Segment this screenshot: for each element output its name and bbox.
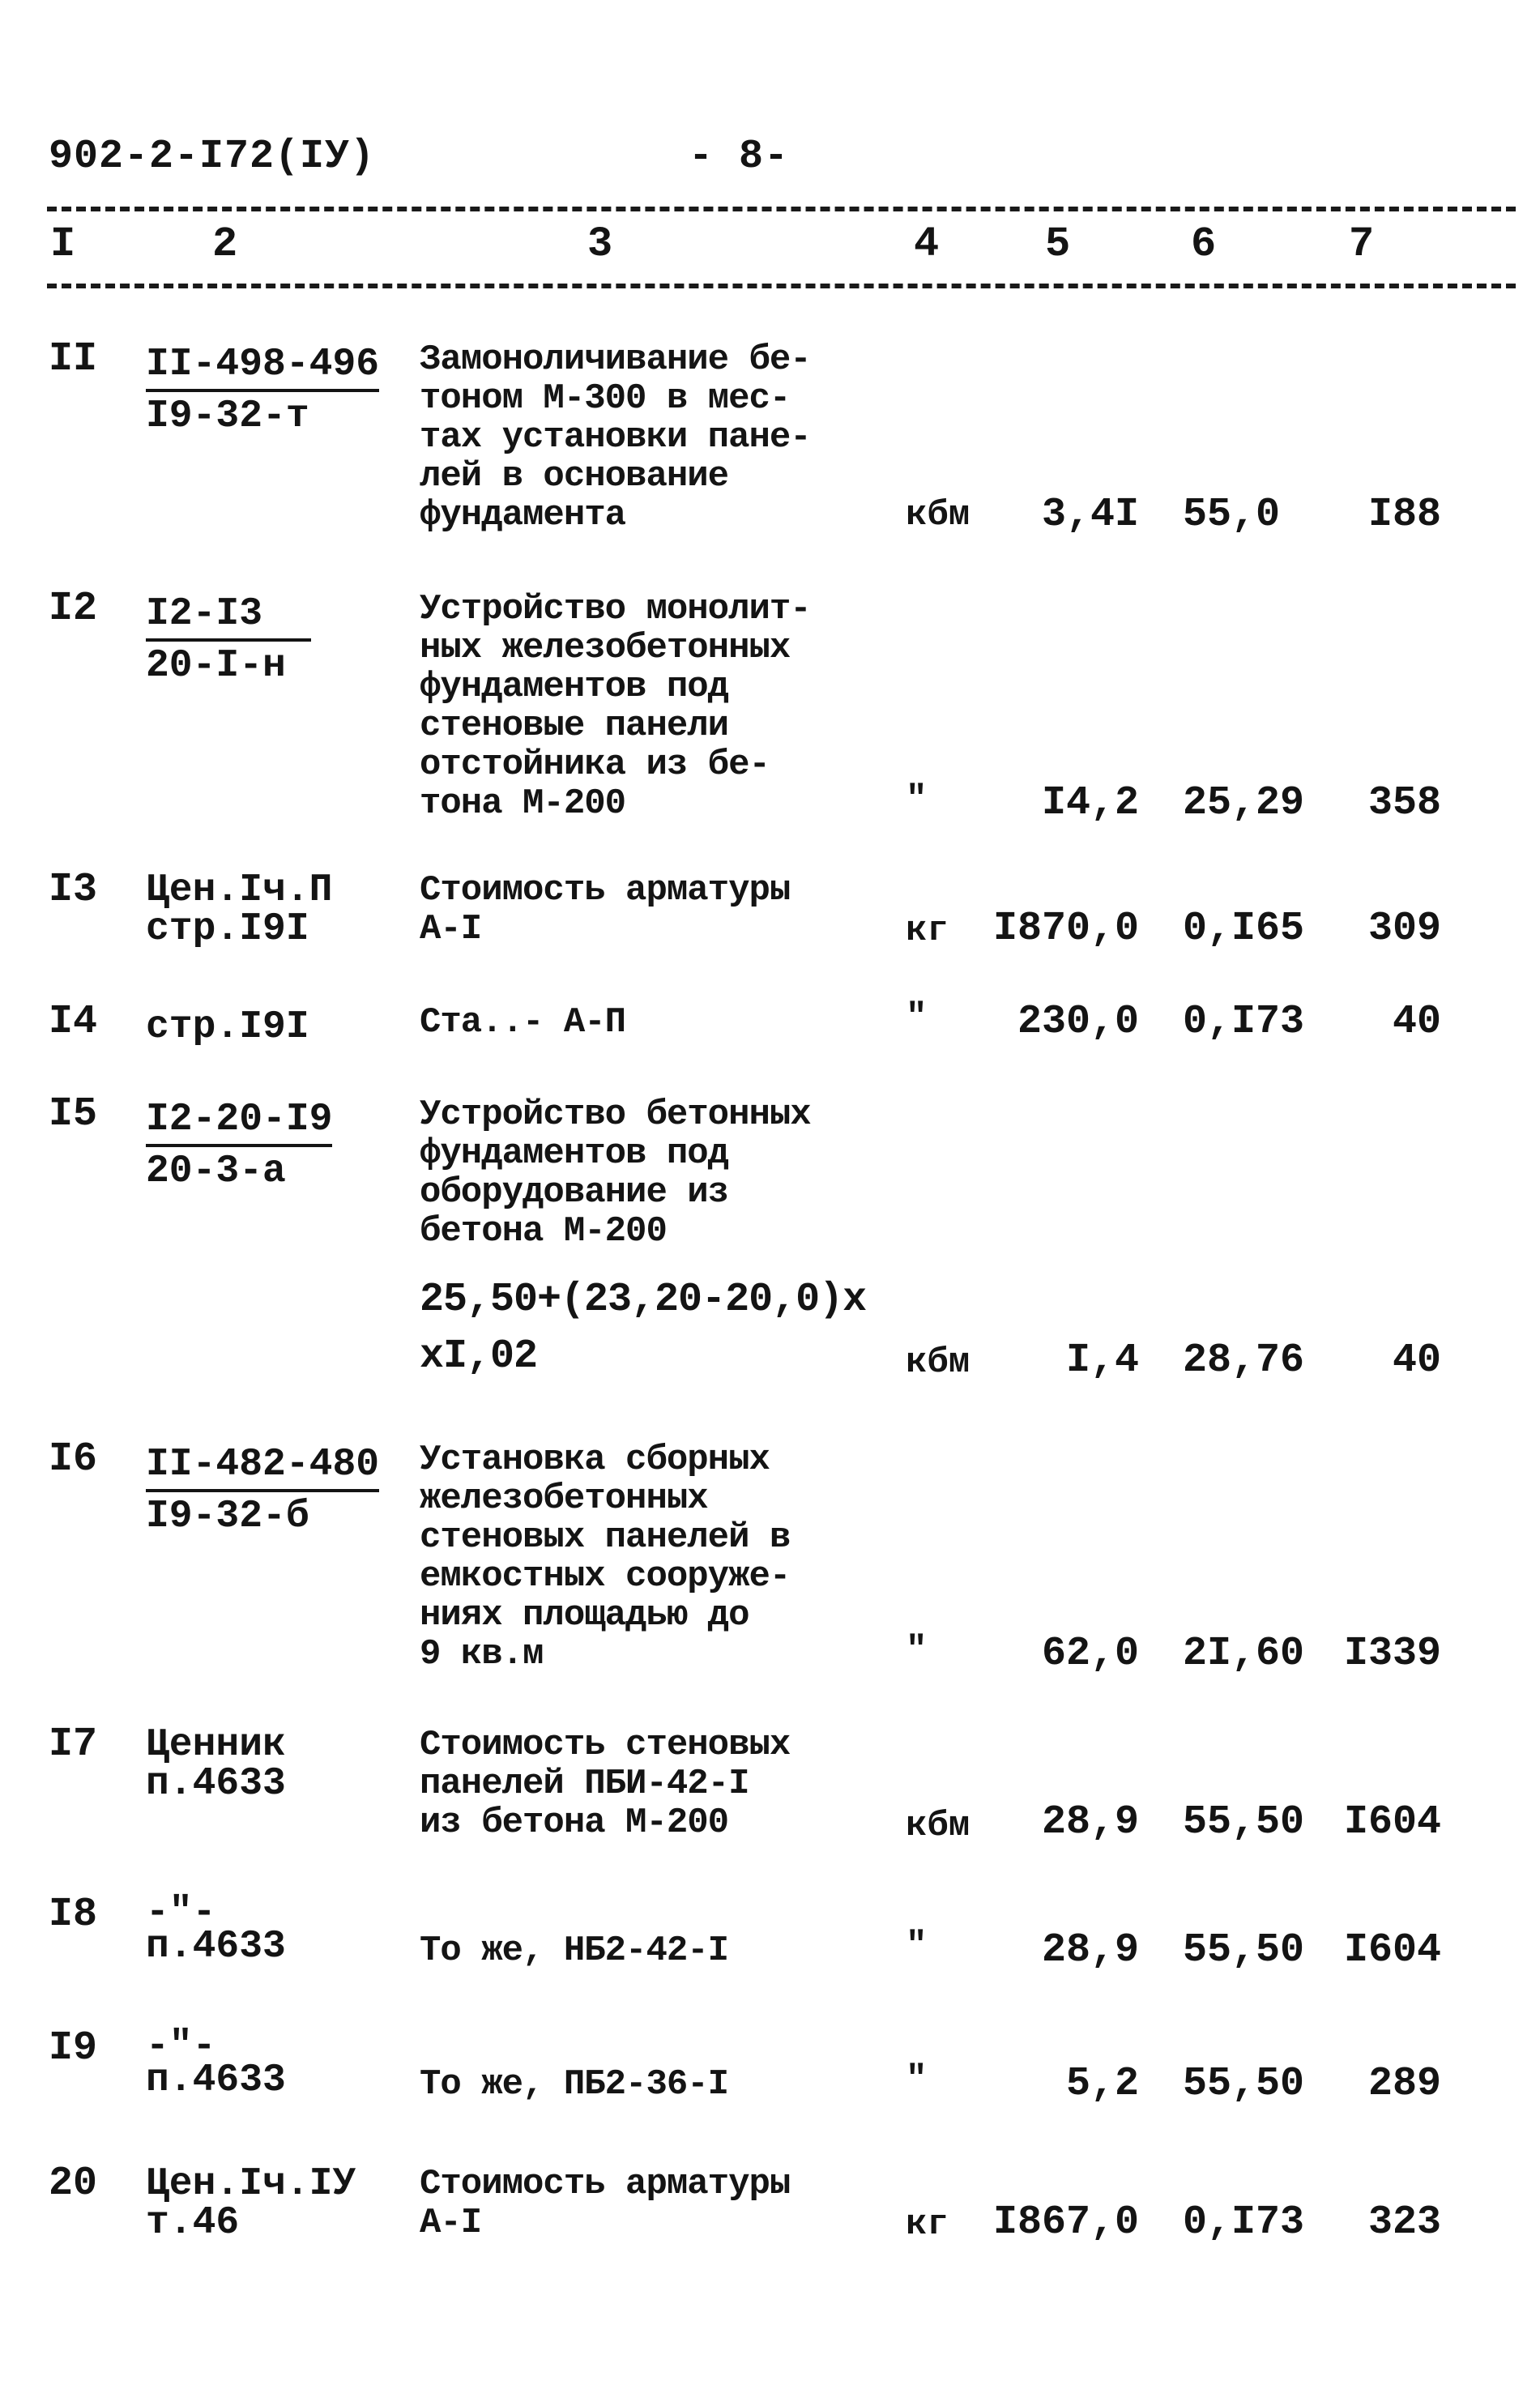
- code-primary: Цен.Iч.П: [146, 868, 333, 912]
- row-total: I604: [1343, 1927, 1441, 1973]
- row-code: [146, 1891, 389, 1969]
- row-number: 20: [49, 2161, 98, 2207]
- row-unit: кг: [906, 911, 949, 951]
- row-total: 358: [1367, 780, 1441, 826]
- code-primary: I2-I3: [146, 590, 311, 642]
- row-total: 289: [1367, 2061, 1441, 2107]
- row-formula-line-2: хI,02: [420, 1333, 538, 1380]
- row-number: I3: [49, 867, 98, 913]
- row-formula-line-1: 25,50+(23,20-20,0)х: [420, 1277, 867, 1323]
- row-number: I7: [49, 1722, 98, 1768]
- code-secondary: стр.I9I: [146, 907, 309, 951]
- row-quantity: I,4: [1065, 1338, 1139, 1384]
- column-header-4: 4: [914, 220, 940, 268]
- row-code: [146, 1003, 389, 1052]
- code-secondary: п.4633: [146, 2059, 286, 2102]
- row-quantity: I4,2: [1041, 780, 1139, 826]
- row-unit: кбм: [906, 1342, 970, 1383]
- row-description: Замоноличивание бе- тоном М-300 в мес- тах установки пане- лей в основание фундамента: [420, 339, 811, 535]
- row-code: [146, 2162, 389, 2245]
- code-primary: II-498-496: [146, 340, 379, 392]
- column-header-2: 2: [212, 220, 238, 268]
- column-header-5: 5: [1045, 220, 1071, 268]
- row-unit: ": [906, 779, 928, 820]
- row-quantity: 5,2: [1065, 2061, 1139, 2107]
- code-secondary: 20-I-н: [146, 644, 286, 688]
- row-code: [146, 2024, 389, 2102]
- row-unit: кбм: [906, 495, 970, 535]
- code-secondary: I9-32-б: [146, 1495, 309, 1538]
- row-total: 40: [1392, 999, 1441, 1045]
- row-price: 55,50: [1183, 1799, 1305, 1845]
- document-number: 902-2-I72(IУ): [49, 134, 376, 180]
- row-code: [146, 1723, 389, 1806]
- code-primary: II-482-480: [146, 1440, 379, 1492]
- row-number: I2: [49, 586, 98, 632]
- row-quantity: 28,9: [1041, 1927, 1139, 1973]
- header-divider: [47, 284, 1516, 288]
- row-quantity: 62,0: [1041, 1631, 1139, 1677]
- column-header-6: 6: [1191, 220, 1217, 268]
- code-secondary: 20-3-а: [146, 1150, 286, 1193]
- row-unit: кг: [906, 2204, 949, 2245]
- code-primary: -"-: [146, 1891, 216, 1935]
- row-unit: ": [906, 1630, 928, 1670]
- row-total: I339: [1343, 1631, 1441, 1677]
- code-secondary: т.46: [146, 2201, 240, 2245]
- code-primary: I2-20-I9: [146, 1095, 332, 1147]
- row-description: То же, ПБ2-36-I: [420, 2064, 729, 2105]
- page-number: - 8-: [689, 134, 790, 180]
- row-unit: ": [906, 2059, 928, 2100]
- row-price: 0,I65: [1183, 906, 1305, 952]
- row-price: 28,76: [1183, 1338, 1305, 1384]
- row-description: То же, НБ2-42-I: [420, 1931, 729, 1971]
- row-description: Ста..- А-П: [420, 1002, 626, 1043]
- row-description: Стоимость арматуры А-I: [420, 2164, 791, 2243]
- row-number: I6: [49, 1436, 98, 1483]
- row-price: 25,29: [1183, 780, 1305, 826]
- row-number: I4: [49, 999, 98, 1045]
- top-divider: [47, 207, 1516, 211]
- row-number: I9: [49, 2025, 98, 2071]
- row-total: 323: [1367, 2199, 1441, 2246]
- row-description: Устройство бетонных фундаментов под оборудование из бетона М-200: [420, 1094, 811, 1252]
- row-price: 55,50: [1183, 2061, 1305, 2107]
- column-header-7: 7: [1349, 220, 1375, 268]
- code-primary: -"-: [146, 2024, 216, 2068]
- row-code: [146, 340, 389, 441]
- row-price: 55,50: [1183, 1927, 1305, 1973]
- row-quantity: 28,9: [1041, 1799, 1139, 1845]
- row-code: [146, 868, 389, 951]
- row-price: 2I,60: [1183, 1631, 1305, 1677]
- row-unit: кбм: [906, 1806, 970, 1846]
- row-number: II: [49, 336, 98, 382]
- column-header-3: 3: [587, 220, 613, 268]
- row-quantity: I870,0: [992, 906, 1139, 952]
- code-primary: Цен.Iч.IУ: [146, 2162, 356, 2206]
- row-quantity: 3,4I: [1041, 492, 1139, 538]
- row-price: 0,I73: [1183, 999, 1305, 1045]
- code-primary: Ценник: [146, 1723, 286, 1767]
- row-unit: ": [906, 1926, 928, 1966]
- row-total: 40: [1392, 1338, 1441, 1384]
- row-total: I604: [1343, 1799, 1441, 1845]
- row-quantity: 230,0: [1017, 999, 1139, 1045]
- code-secondary: п.4633: [146, 1762, 286, 1806]
- row-code: [146, 1440, 389, 1541]
- row-description: Стоимость стеновых панелей ПБИ-42-I из бетона М-200: [420, 1725, 791, 1843]
- row-price: 0,I73: [1183, 2199, 1305, 2246]
- row-price: 55,0: [1183, 492, 1281, 538]
- row-quantity: I867,0: [992, 2199, 1139, 2246]
- row-description: Установка сборных железобетонных стеновых панелей в емкостных сооруже- ниях площадью до 9 кв.м: [420, 1440, 791, 1675]
- row-unit: ": [906, 997, 928, 1038]
- row-total: 309: [1367, 906, 1441, 952]
- row-code: [146, 590, 389, 690]
- column-header-1: I: [50, 220, 76, 268]
- code-secondary: п.4633: [146, 1925, 286, 1969]
- row-number: I8: [49, 1892, 98, 1938]
- row-number: I5: [49, 1091, 98, 1137]
- code-primary: стр.I9I: [146, 1005, 309, 1049]
- row-description: Устройство монолит- ных железобетонных фундаментов под стеновые панели отстойника из бе- тона М-200: [420, 589, 811, 824]
- row-total: I88: [1367, 492, 1441, 538]
- code-secondary: I9-32-т: [146, 395, 309, 438]
- row-code: [146, 1095, 389, 1196]
- row-description: Стоимость арматуры А-I: [420, 870, 791, 949]
